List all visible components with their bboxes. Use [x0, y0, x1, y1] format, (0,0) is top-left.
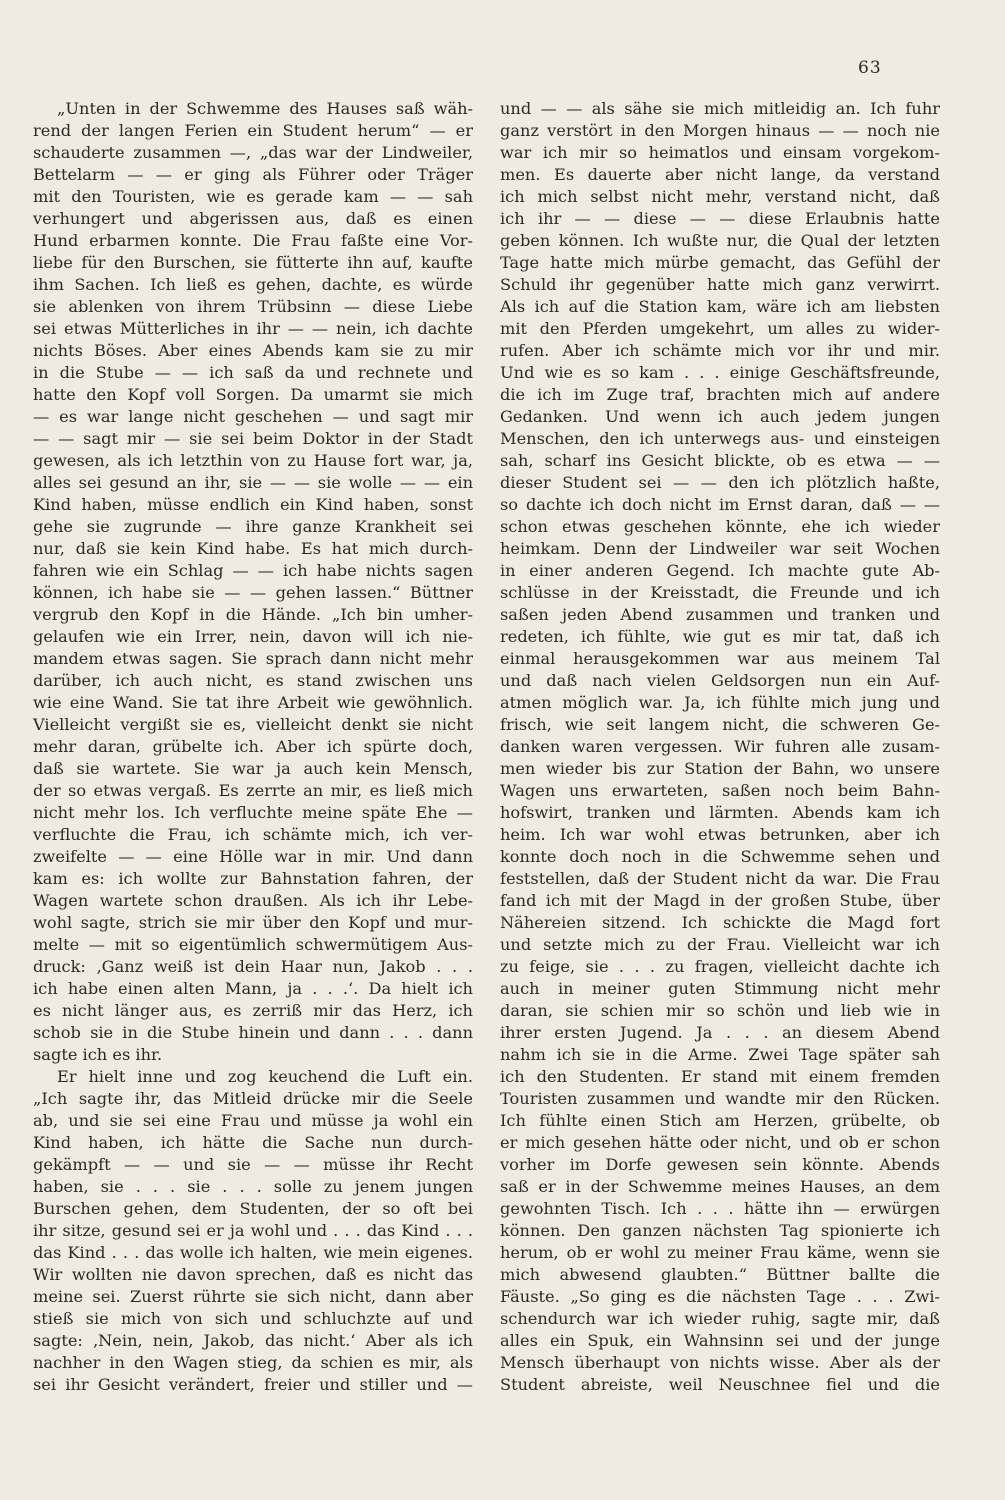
text-line: Mensch überhaupt von nichts wisse. Aber als der [500, 1353, 940, 1372]
text-line: nur, daß sie kein Kind habe. Es hat mich durch- [33, 539, 473, 558]
text-line: men. Es dauerte aber nicht lange, da verstand [500, 165, 940, 184]
text-line: die ich im Zuge traf, brachten mich auf andere [500, 385, 940, 404]
text-line: der so etwas vergaß. Es zerrte an mir, es ließ mich [33, 781, 473, 800]
text-line: ich mich selbst nicht mehr, verstand nicht, daß [500, 187, 940, 206]
text-line: saßen jeden Abend zusammen und tranken und [500, 605, 940, 624]
text-line: geben können. Ich wußte nur, die Qual der letzten [500, 231, 940, 250]
text-line: stieß sie mich von sich und schluchzte auf und [33, 1309, 473, 1328]
text-line: meine sei. Zuerst rührte sie sich nicht, dann aber [33, 1287, 473, 1306]
text-line: mit den Pferden umgekehrt, um alles zu wider- [500, 319, 940, 338]
text-line: ich den Studenten. Er stand mit einem fremden [500, 1067, 940, 1086]
text-line: Er hielt inne und zog keuchend die Luft ein. [57, 1067, 473, 1086]
text-line: gekämpft — — und sie — — müsse ihr Recht [33, 1155, 473, 1174]
text-line: auch in meiner guten Stimmung nicht mehr [500, 979, 940, 998]
text-line: Vielleicht vergißt sie es, vielleicht denkt sie nicht [33, 715, 473, 734]
text-line: Wir wollten nie davon sprechen, daß es nicht das [33, 1265, 473, 1284]
text-line: daß sie wartete. Sie war ja auch kein Mensch, [33, 759, 473, 778]
text-line: sei ihr Gesicht verändert, freier und stiller und — [33, 1375, 473, 1394]
text-line: wie eine Wand. Sie tat ihre Arbeit wie gewöhnlich. [33, 693, 473, 712]
text-line: herum, ob er wohl zu meiner Frau käme, wenn sie [500, 1243, 940, 1262]
text-line: — — sagt mir — sie sei beim Doktor in der Stadt [33, 429, 473, 448]
text-line: sah, scharf ins Gesicht blickte, ob es etwa — — [500, 451, 940, 470]
text-line: hatte den Kopf voll Sorgen. Da umarmt sie mich [33, 385, 473, 404]
text-line: Nähereien sitzend. Ich schickte die Magd fort [500, 913, 940, 932]
text-line: frisch, wie seit langem nicht, die schweren Ge- [500, 715, 940, 734]
text-line: schlüsse in der Kreisstadt, die Freunde und ich [500, 583, 940, 602]
text-line: sagte: ‚Nein, nein, Jakob, das nicht.‘ Aber als ich [33, 1331, 473, 1350]
text-column-right [500, 98, 940, 1396]
text-line: hofswirt, tranken und lärmten. Abends kam ich [500, 803, 940, 822]
text-line: „Unten in der Schwemme des Hauses saß wäh- [57, 99, 473, 118]
text-line: gewesen, als ich letzthin von zu Hause fort war, ja, [33, 451, 473, 470]
text-line: in einer anderen Gegend. Ich machte gute Ab- [500, 561, 940, 580]
text-line: so dachte ich doch nicht im Ernst daran, daß — — [500, 495, 940, 514]
text-line: Hund erbarmen konnte. Die Frau faßte eine Vor- [33, 231, 473, 250]
text-line: fand ich mit der Magd in der großen Stube, über [500, 891, 940, 910]
text-line: darüber, ich auch nicht, es stand zwischen uns [33, 671, 473, 690]
text-line: druck: ‚Ganz weiß ist dein Haar nun, Jakob . . . [33, 957, 473, 976]
text-line: nicht mehr los. Ich verfluchte meine späte Ehe — [33, 803, 473, 822]
text-line: und — — als sähe sie mich mitleidig an. Ich fuhr [500, 99, 940, 118]
text-line: Burschen gehen, dem Studenten, der so oft bei [33, 1199, 473, 1218]
text-line: men wieder bis zur Station der Bahn, wo unsere [500, 759, 940, 778]
text-line: wohl sagte, strich sie mir über den Kopf und mur- [33, 913, 473, 932]
text-line: Gedanken. Und wenn ich auch jedem jungen [500, 407, 940, 426]
text-line: atmen möglich war. Ja, ich fühlte mich jung und [500, 693, 940, 712]
text-line: Tage hatte mich mürbe gemacht, das Gefühl der [500, 253, 940, 272]
text-line: Fäuste. „So ging es die nächsten Tage . . . Zwi- [500, 1287, 940, 1306]
text-line: „Ich sagte ihr, das Mitleid drücke mir die Seele [33, 1089, 473, 1108]
text-line: ab, und sie sei eine Frau und müsse ja wohl ein [33, 1111, 473, 1130]
text-column-left [33, 98, 473, 1396]
text-line: ich habe einen alten Mann, ja . . .‘. Da hielt ich [33, 979, 473, 998]
text-line: verfluchte die Frau, ich schämte mich, ich ver- [33, 825, 473, 844]
text-line: — es war lange nicht geschehen — und sagt mir [33, 407, 473, 426]
text-line: alles sei gesund an ihr, sie — — sie wolle — — ein [33, 473, 473, 492]
text-line: Student abreiste, weil Neuschnee fiel und die [500, 1375, 940, 1394]
text-line: können, ich habe sie — — gehen lassen.“ Büttner [33, 583, 473, 602]
text-line: Ich fühlte einen Stich am Herzen, grübelte, ob [500, 1111, 940, 1130]
text-line: fahren wie ein Schlag — — ich habe nichts sagen [33, 561, 473, 580]
text-line: Menschen, den ich unterwegs aus- und einsteigen [500, 429, 940, 448]
text-line: war ich mir so heimatlos und einsam vorgekom- [500, 143, 940, 162]
text-line: gewohnten Tisch. Ich . . . hätte ihn — erwürgen [500, 1199, 940, 1218]
text-line: Und wie es so kam . . . einige Geschäftsfreunde, [500, 363, 940, 382]
text-line: sie ablenken von ihrem Trübsinn — diese Liebe [33, 297, 473, 316]
text-line: Als ich auf die Station kam, wäre ich am liebsten [500, 297, 940, 316]
text-line: rend der langen Ferien ein Student herum“ — er [33, 121, 473, 140]
text-line: gelaufen wie ein Irrer, nein, davon will ich nie- [33, 627, 473, 646]
text-line: nichts Böses. Aber eines Abends kam sie zu mir [33, 341, 473, 360]
text-line: können. Den ganzen nächsten Tag spionierte ich [500, 1221, 940, 1240]
text-line: konnte doch noch in die Schwemme sehen und [500, 847, 940, 866]
text-line: mich abwesend glaubten.“ Büttner ballte die [500, 1265, 940, 1284]
text-line: er mich gesehen hätte oder nicht, und ob er schon [500, 1133, 940, 1152]
text-line: Kind haben, ich hätte die Sache nun durch- [33, 1133, 473, 1152]
text-line: in die Stube — — ich saß da und rechnete und [33, 363, 473, 382]
text-line: ihm Sachen. Ich ließ es gehen, dachte, es würde [33, 275, 473, 294]
text-line: es nicht länger aus, es zerriß mir das Herz, ich [33, 1001, 473, 1020]
text-line: heim. Ich war wohl etwas betrunken, aber ich [500, 825, 940, 844]
text-line: kam es: ich wollte zur Bahnstation fahren, der [33, 869, 473, 888]
text-line: Schuld ihr gegenüber hatte mich ganz verwirrt. [500, 275, 940, 294]
text-line: rufen. Aber ich schämte mich vor ihr und mir. [500, 341, 940, 360]
text-line: alles ein Spuk, ein Wahnsinn sei und der junge [500, 1331, 940, 1350]
text-line: gehe sie zugrunde — ihre ganze Krankheit sei [33, 517, 473, 536]
text-line: zu feige, sie . . . zu fragen, vielleicht dachte ich [500, 957, 940, 976]
text-line: zweifelte — — eine Hölle war in mir. Und dann [33, 847, 473, 866]
text-line: sagte ich es ihr. [33, 1045, 163, 1064]
text-line: danken waren vergessen. Wir fuhren alle zusam- [500, 737, 940, 756]
text-line: saß er in der Schwemme meines Hauses, an dem [500, 1177, 940, 1196]
text-line: liebe für den Burschen, sie fütterte ihn auf, kaufte [33, 253, 473, 272]
text-line: mehr daran, grübelte ich. Aber ich spürte doch, [33, 737, 473, 756]
text-line: dieser Student sei — — den ich plötzlich haßte, [500, 473, 940, 492]
text-line: das Kind . . . das wolle ich halten, wie mein eigenes. [33, 1243, 473, 1262]
text-line: schon etwas geschehen könnte, ehe ich wieder [500, 517, 940, 536]
text-line: Wagen uns erwarteten, saßen noch beim Bahn- [500, 781, 940, 800]
text-line: Touristen zusammen und wandte mir den Rücken. [500, 1089, 940, 1108]
text-line: melte — mit so eigentümlich schwermütigem Aus- [33, 935, 473, 954]
text-line: und setzte mich zu der Frau. Vielleicht war ich [500, 935, 940, 954]
text-line: einmal herausgekommen war aus meinem Tal [500, 649, 940, 668]
text-line: feststellen, daß der Student nicht da war. Die Frau [500, 869, 940, 888]
text-line: redeten, ich fühlte, wie gut es mir tat, daß ich [500, 627, 940, 646]
text-line: schob sie in die Stube hinein und dann . . . dann [33, 1023, 473, 1042]
page-number: 63 [858, 58, 882, 78]
text-line: ganz verstört in den Morgen hinaus — — noch nie [500, 121, 940, 140]
text-line: und daß nach vielen Geldsorgen nun ein Auf- [500, 671, 940, 690]
text-line: daran, sie schien mir so schön und lieb wie in [500, 1001, 940, 1020]
text-line: sei etwas Mütterliches in ihr — — nein, ich dachte [33, 319, 473, 338]
text-line: Wagen wartete schon draußen. Als ich ihr Lebe- [33, 891, 473, 910]
text-line: mit den Touristen, wie es gerade kam — — sah [33, 187, 473, 206]
text-line: nahm ich sie in die Arme. Zwei Tage später sah [500, 1045, 940, 1064]
text-line: heimkam. Denn der Lindweiler war seit Wochen [500, 539, 940, 558]
text-line: mandem etwas sagen. Sie sprach dann nicht mehr [33, 649, 473, 668]
text-line: vorher im Dorfe gewesen sein könnte. Abends [500, 1155, 940, 1174]
text-line: ihr sitze, gesund sei er ja wohl und . . . das Kind . . . [33, 1221, 473, 1240]
text-line: ich ihr — — diese — — diese Erlaubnis hatte [500, 209, 940, 228]
text-line: nachher in den Wagen stieg, da schien es mir, als [33, 1353, 473, 1372]
text-line: vergrub den Kopf in die Hände. „Ich bin umher- [33, 605, 473, 624]
text-line: verhungert und abgerissen aus, daß es einen [33, 209, 473, 228]
text-line: schauderte zusammen —, „das war der Lindweiler, [33, 143, 473, 162]
text-line: ihrer ersten Jugend. Ja . . . an diesem Abend [500, 1023, 940, 1042]
text-line: schendurch war ich wieder ruhig, sagte mir, daß [500, 1309, 940, 1328]
text-line: haben, sie . . . sie . . . solle zu jenem jungen [33, 1177, 473, 1196]
text-line: Bettelarm — — er ging als Führer oder Träger [33, 165, 473, 184]
text-line: Kind haben, müsse endlich ein Kind haben, sonst [33, 495, 473, 514]
